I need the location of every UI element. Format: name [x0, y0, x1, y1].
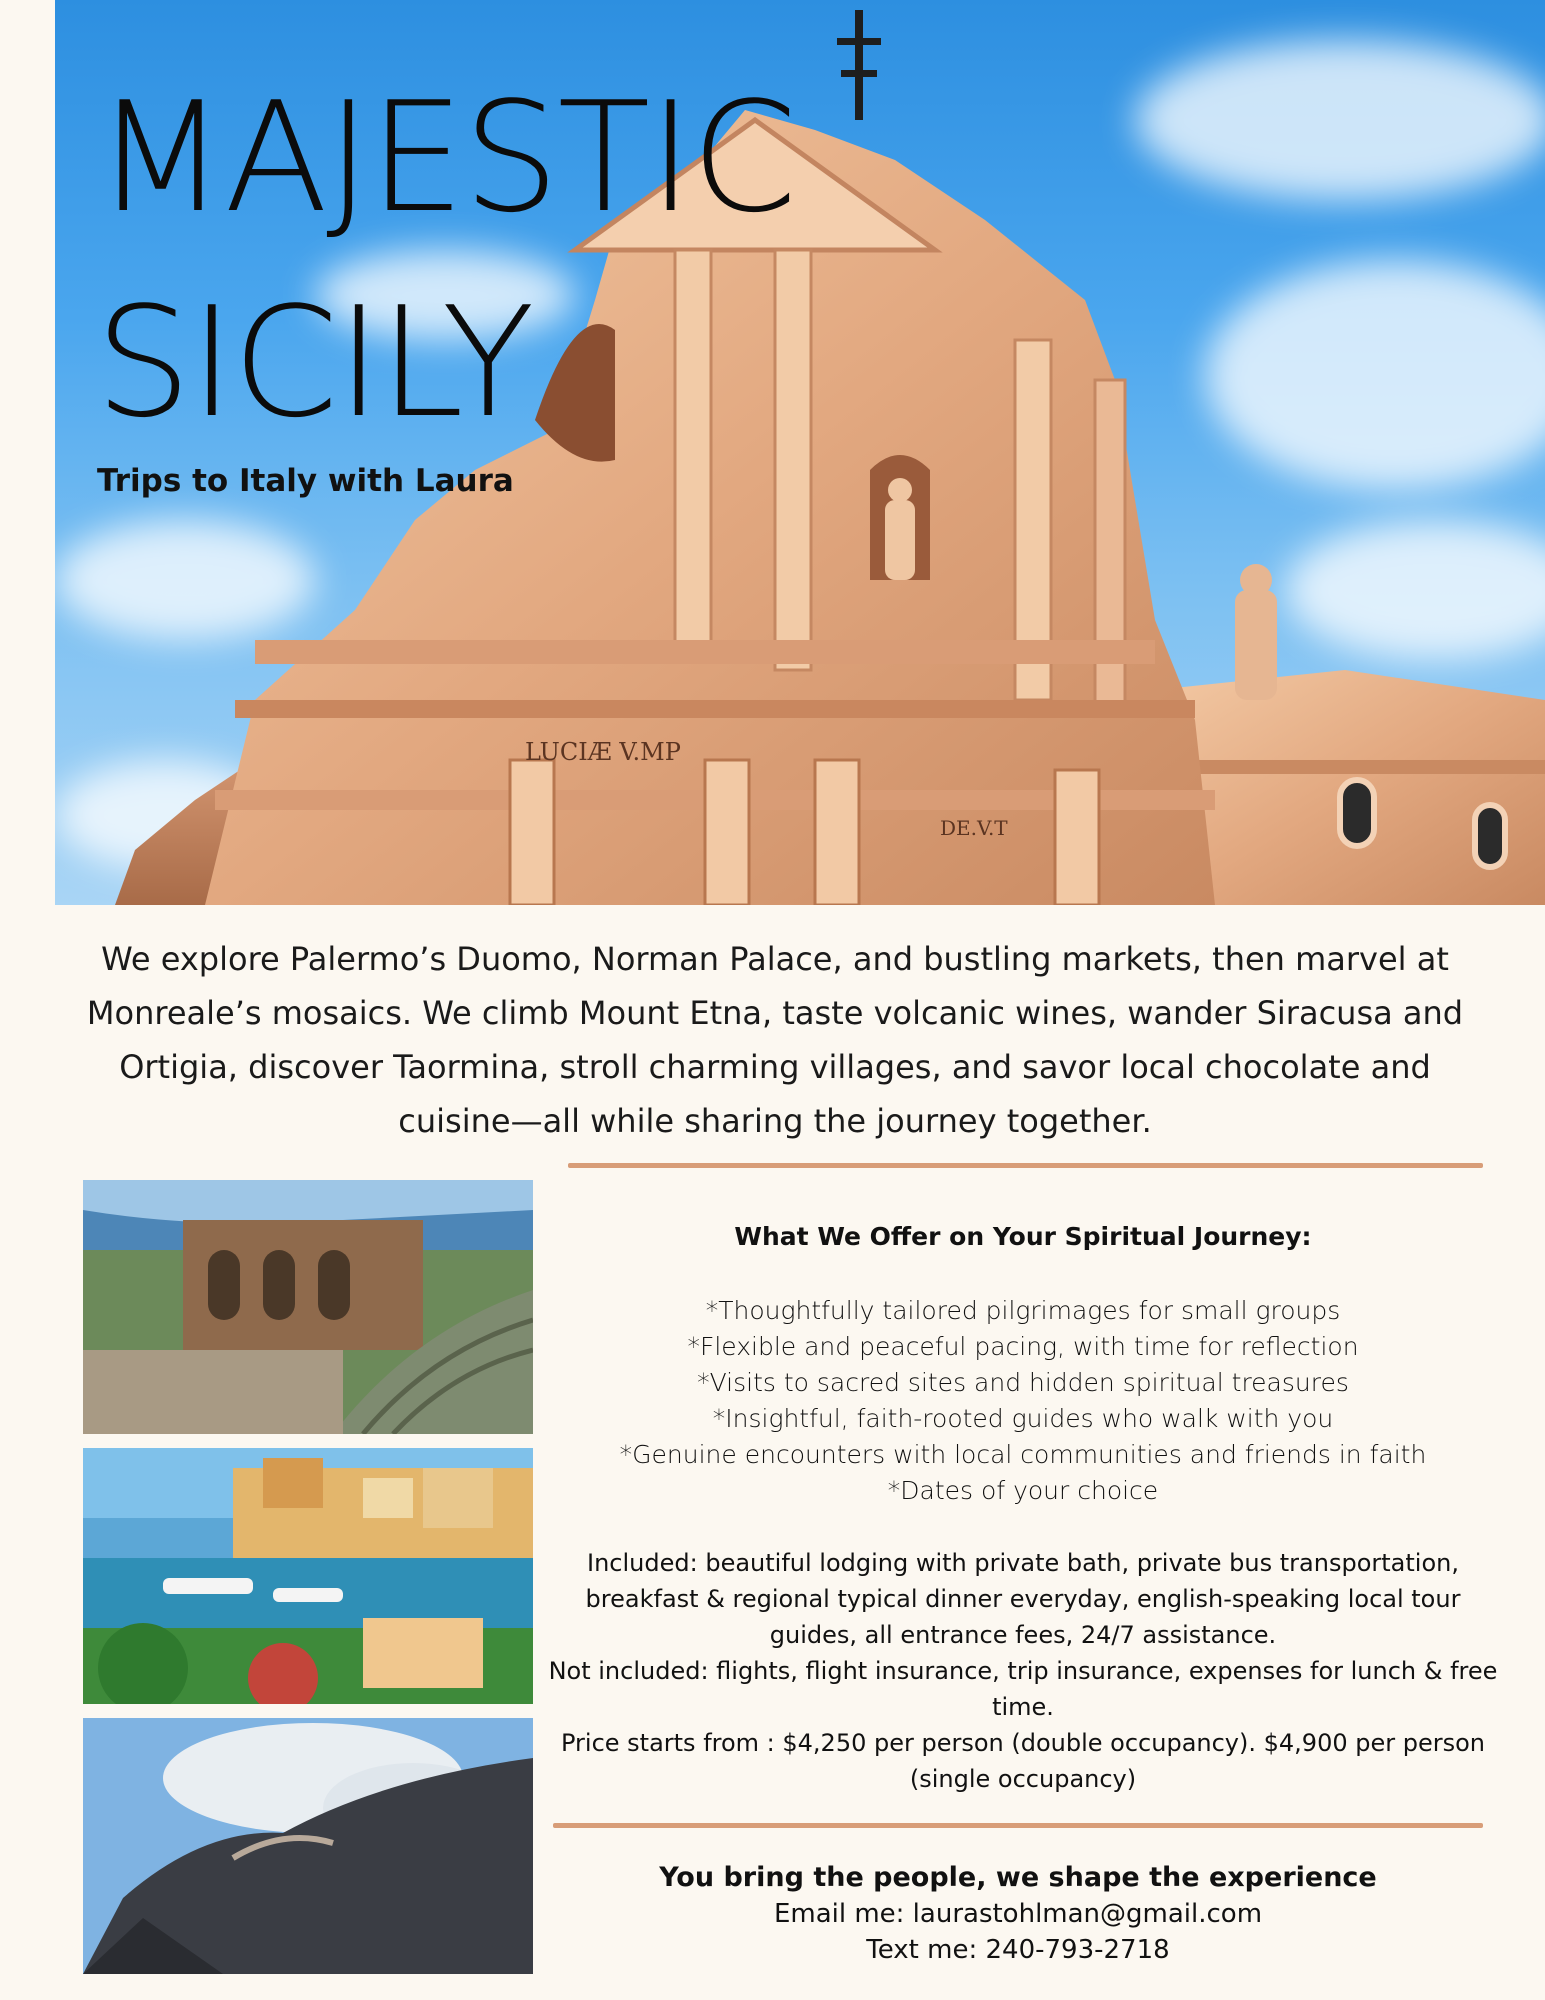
contact-section [553, 1860, 1483, 1968]
offer-section [548, 1213, 1498, 1797]
inclusions [548, 1545, 1498, 1797]
title-line-majestic: MAJESTIC [95, 69, 796, 246]
offer-list [548, 1293, 1498, 1509]
offer-item: *Insightful, faith-rooted guides who walk with you [712, 1404, 1334, 1433]
offer-item: *Visits to sacred sites and hidden spiritual treasures [697, 1368, 1349, 1397]
offer-item: *Genuine encounters with local communities and friends in faith [619, 1440, 1427, 1469]
offer-item: *Thoughtfully tailored pilgrimages for small groups [705, 1296, 1341, 1325]
title-line-sicily: SICILY [95, 274, 533, 451]
divider-bottom [553, 1823, 1483, 1828]
included-text: Included: beautiful lodging with private bath, private bus transportation, breakfast & regional typical dinner everyday, english-speaking local tour guides, all entrance fees, 24/7 assistance. [585, 1549, 1461, 1649]
phone-contact[interactable]: Text me: 240-793-2718 [866, 1935, 1170, 1965]
photo-harbour-town [83, 1448, 533, 1704]
page-title [95, 55, 795, 465]
facade-inscription-left: LUCIÆ V.MP [525, 738, 681, 766]
hero-image [55, 0, 1545, 905]
email-contact[interactable]: Email me: laurastohlman@gmail.com [773, 1899, 1263, 1929]
not-included-text: Not included: flights, flight insurance, trip insurance, expenses for lunch & free time. [548, 1657, 1498, 1721]
offer-title: What We Offer on Your Spiritual Journey: [734, 1222, 1312, 1251]
offer-item: *Dates of your choice [887, 1476, 1159, 1505]
photo-ancient-theatre [83, 1180, 533, 1434]
offer-item: *Flexible and peaceful pacing, with time for reflection [687, 1332, 1359, 1361]
divider-top [568, 1163, 1483, 1168]
price-text: Price starts from : $4,250 per person (double occupancy). $4,900 per person (single occupancy) [560, 1729, 1485, 1793]
intro-paragraph: We explore Palermo’s Duomo, Norman Palace, and bustling markets, then marvel at Monreale’s mosaics. We climb Mount Etna, taste volcanic wines, wander Siracusa and Ortigia, discover Taormina, stroll charming villages, and savor local chocolate and cuisine—all while sharing the journey together. [86, 940, 1464, 1140]
tagline: Trips to Italy with Laura [97, 463, 514, 499]
photo-mount-etna [83, 1718, 533, 1974]
facade-inscription-right: DE.V.T [940, 816, 1008, 840]
closing-headline: You bring the people, we shape the experience [659, 1862, 1377, 1893]
